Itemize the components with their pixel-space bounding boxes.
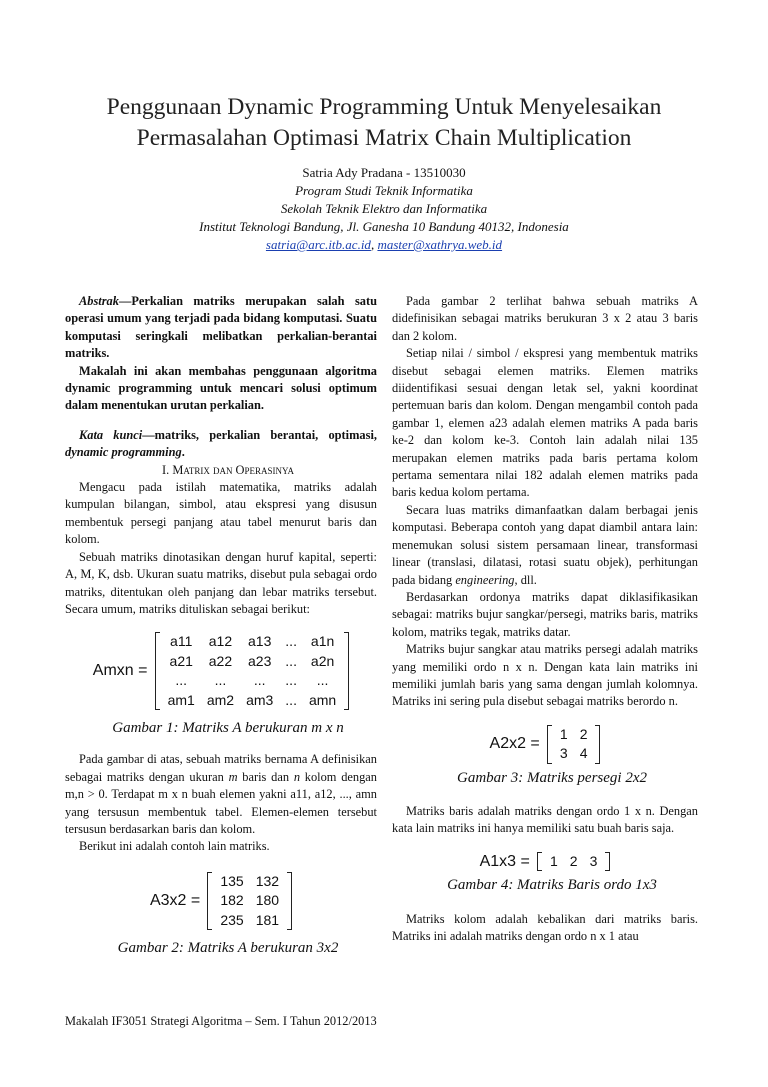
matrix-cell: 181 — [255, 911, 280, 928]
matrix-cell: 3 — [559, 745, 568, 762]
matrix-cell: ... — [253, 672, 266, 689]
paragraph: Setiap nilai / simbol / ekspresi yang membentuk matriks disebut sebagai elemen matriks. Elemen matriks diidentifikasi sesuai dengan letak sel, yakni koordinat pertemuan baris dan kolom. Dengan mengambil contoh pada gambar 1, elemen a23 adalah elemen matriks A pada baris ke-2 dan kolom ke-3. Contoh lain adalah nilai 135 merupakan elemen matriks pada baris pertama kolom pertama sementara nilai 182 adalah elemen matriks pada baris kedua kolom pertama. — [392, 346, 698, 500]
matrix-cell: 2 — [569, 852, 578, 869]
section-heading — [65, 462, 377, 479]
matrix — [537, 852, 610, 871]
text-span: Pada gambar di atas, sebuah matriks bernama A definisikan sebagai matriks dengan ukuran — [65, 752, 377, 784]
abstract — [65, 293, 377, 363]
matrix-cell: a21 — [169, 652, 193, 669]
keywords-text: —matriks, perkalian berantai, optimasi, — [142, 427, 377, 442]
author-name: Satria Ady Pradana - 13510030 — [302, 165, 466, 180]
left-column — [65, 293, 377, 957]
figure-4-caption: Gambar 4: Matriks Baris ordo 1x3 — [447, 877, 657, 894]
paragraph: Matriks kolom adalah kebalikan dari matriks baris. Matriks ini adalah matriks dengan ordo n x 1 atau — [392, 911, 698, 943]
matrix-table — [214, 872, 285, 930]
paragraph: Pada gambar 2 terlihat bahwa sebuah matriks A didefinisikan sebagai matriks berukuran 3 x 2 atau 3 baris dan 2 kolom. — [392, 294, 698, 343]
matrix-cell: am3 — [246, 691, 274, 708]
matrix — [155, 632, 350, 710]
matrix-cell: ... — [285, 633, 297, 650]
text-span: Secara luas matriks dimanfaatkan dalam berbagai jenis komputasi. Beberapa contoh yang dapat diambil antara lain: menemukan solusi sistem persamaan linear, transformasi linear (translasi, dilatasi, rotasi suatu objek), perhitungan pada bidang — [392, 502, 698, 587]
section-title: Matrix dan Operasinya — [172, 462, 294, 477]
text-span: m — [228, 769, 238, 784]
paragraph: Berdasarkan ordonya matriks dapat diklasifikasikan sebagai: matriks bujur sangkar/persegi, matriks baris, matriks kolom, matriks tegak, matriks datar. — [392, 589, 698, 639]
abstract-text: —Perkalian matriks merupakan salah satu operasi umum yang terjadi pada bidang komputasi. Suatu komputasi seringkali melibatkan perkalian-berantai matriks. — [65, 294, 377, 361]
paper-title: Penggunaan Dynamic Programming Untuk Menyelesaikan Permasalahan Optimasi Matrix Chain Multiplication — [106, 94, 662, 151]
right-column — [392, 293, 698, 945]
keywords — [65, 427, 377, 462]
text-span: engineering — [455, 572, 515, 587]
page-footer: Makalah IF3051 Strategi Algoritma – Sem. I Tahun 2012/2013 — [65, 1014, 377, 1028]
keywords-italic: dynamic programming — [65, 445, 182, 460]
paragraph — [65, 751, 377, 838]
matrix-cell: ... — [285, 691, 297, 708]
figure-4 — [392, 852, 698, 871]
matrix-table — [544, 852, 603, 871]
figure-3 — [392, 725, 698, 764]
matrix-cell: 2 — [579, 725, 588, 742]
matrix-cell: a22 — [208, 652, 233, 669]
figure-2 — [65, 872, 377, 930]
matrix-cell: 180 — [255, 892, 280, 909]
matrix-cell: a12 — [208, 633, 233, 650]
matrix — [547, 725, 601, 764]
text-span: , dll. — [514, 572, 537, 587]
matrix — [207, 872, 292, 930]
email-link-1[interactable]: satria@arc.itb.ac.id — [265, 237, 371, 252]
matrix-cell: ... — [175, 672, 188, 689]
matrix-cell: 132 — [255, 872, 280, 889]
email-separator: , — [370, 237, 378, 252]
matrix-cell: am1 — [167, 691, 195, 708]
author-school: Sekolah Teknik Elektro dan Informatika — [280, 201, 488, 216]
matrix-cell: 3 — [589, 852, 598, 869]
paragraph: Matriks baris adalah matriks dengan ordo 1 x n. Dengan kata lain matriks ini hanya memiliki satu buah baris saja. — [392, 803, 698, 836]
matrix-cell: 1 — [549, 852, 558, 869]
matrix-cell: amn — [308, 691, 337, 708]
matrix-cell: ... — [285, 652, 297, 669]
paragraph: Sebuah matriks dinotasikan dengan huruf kapital, seperti: A, M, K, dsb. Ukuran suatu matriks, disebut pula sebagai ordo matriks, ditentukan oleh panjang dan lebar matriks tersebut. Secara umum, matriks dituliskan sebagai berikut: — [65, 549, 377, 616]
author-institute: Institut Teknologi Bandung, Jl. Ganesha 10 Bandung 40132, Indonesia — [199, 219, 569, 234]
author-emails — [100, 236, 668, 254]
figure-2-caption: Gambar 2: Matriks A berukuran 3x2 — [117, 940, 339, 956]
figure-1-caption: Gambar 1: Matriks A berukuran m x n — [112, 719, 344, 736]
abstract-label: Abstrak — [79, 294, 119, 308]
text-span: n — [293, 769, 301, 784]
author-program: Program Studi Teknik Informatika — [295, 183, 473, 198]
keywords-label: Kata kunci — [79, 427, 143, 442]
matrix-cell: 182 — [220, 892, 244, 909]
matrix-cell: a13 — [248, 633, 272, 650]
paragraph — [392, 502, 698, 589]
matrix-cell: a11 — [170, 633, 193, 650]
paragraph: Berikut ini adalah contoh lain matriks. — [79, 839, 270, 854]
paragraph: Mengacu pada istilah matematika, matriks adalah kumpulan bilangan, simbol, atau ekspresi yang disusun membentuk persegi panjang atau tabel menurut baris dan kolom. — [65, 480, 377, 547]
matrix-cell: 4 — [579, 745, 588, 762]
matrix-cell: ... — [285, 672, 297, 689]
matrix-name: A3x2 = — [149, 892, 201, 910]
matrix-cell: ... — [316, 672, 329, 689]
matrix-cell: 235 — [220, 911, 244, 928]
matrix-name: Amxn = — [92, 662, 148, 680]
figure-1 — [65, 632, 377, 710]
matrix-cell: a23 — [248, 652, 272, 669]
section-number: I. — [162, 462, 173, 477]
matrix-name: A1x3 = — [479, 852, 530, 870]
text-span: baris dan — [237, 769, 294, 784]
matrix-name: A2x2 = — [489, 735, 540, 753]
matrix-cell: 1 — [559, 725, 568, 742]
matrix-cell: a1n — [310, 633, 335, 650]
matrix-table — [162, 632, 343, 710]
matrix-cell: am2 — [206, 691, 235, 708]
matrix-cell: ... — [214, 672, 227, 689]
abstract-text-2: Makalah ini akan membahas penggunaan algoritma dynamic programming untuk mencari solusi optimum dalam menentukan urutan perkalian. — [65, 363, 377, 413]
matrix-table — [554, 725, 594, 764]
text-span: kolom dengan m,n > 0. Terdapat m x n buah elemen yakni a11, a12, ..., amn yang tersusun membentuk tabel. Elemen-elemen tersebut tersusun berdasarkan baris dan kolom. — [65, 769, 377, 836]
keywords-end: . — [181, 445, 185, 460]
matrix-cell: a2n — [310, 652, 335, 669]
paragraph: Matriks bujur sangkar atau matriks persegi adalah matriks yang memiliki ordo n x n. Dengan kata lain matriks ini memiliki jumlah baris yang sama dengan jumlah kolomnya. Matriks ini sering pula disebut sebagai matriks berordo n. — [392, 642, 698, 709]
email-link-2[interactable]: master@xathrya.web.id — [377, 237, 503, 252]
matrix-cell: 135 — [220, 872, 244, 889]
figure-3-caption: Gambar 3: Matriks persegi 2x2 — [457, 769, 647, 786]
